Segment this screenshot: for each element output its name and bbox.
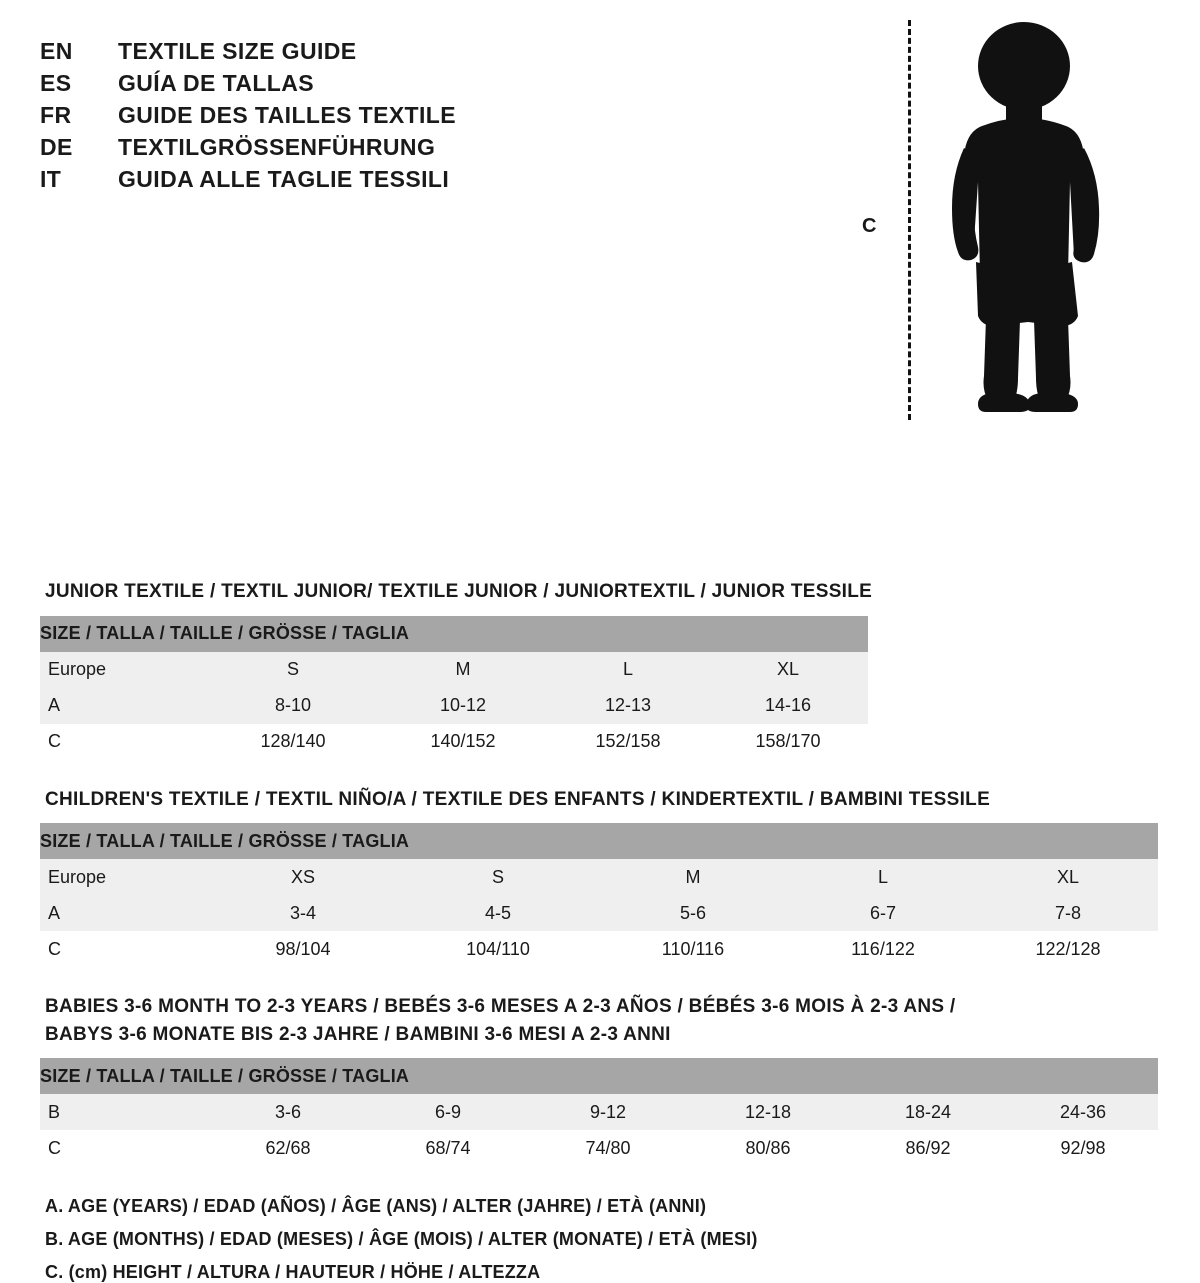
table-band-label: SIZE / TALLA / TAILLE / GRÖSSE / TAGLIA xyxy=(40,1058,1158,1094)
table-row xyxy=(40,1130,1158,1166)
cell: 8-10 xyxy=(274,695,312,716)
table-row xyxy=(40,931,1158,967)
table-row xyxy=(40,1094,1158,1130)
cell: L xyxy=(877,866,888,887)
section-title: BABIES 3-6 MONTH TO 2-3 YEARS / BEBÉS 3-6 MESES A 2-3 AÑOS / BÉBÉS 3-6 MOIS À 2-3 ANS / BABYS 3-6 MONATE BIS 2-3 JAHRE / BAMBINI 3-6 MESI A 2-3 ANNI xyxy=(45,996,956,1045)
cell: 98/104 xyxy=(275,938,331,959)
section-junior-textile xyxy=(40,578,1160,760)
cell: 74/80 xyxy=(585,1137,631,1158)
cell: S xyxy=(286,659,299,680)
table-band-label: SIZE / TALLA / TAILLE / GRÖSSE / TAGLIA xyxy=(40,823,1158,859)
cell: 128/140 xyxy=(260,731,326,752)
cell: M xyxy=(685,866,701,887)
cell: 122/128 xyxy=(1035,938,1101,959)
table-row xyxy=(40,652,868,688)
cell: 4-5 xyxy=(484,902,511,923)
cell: 3-6 xyxy=(274,1101,301,1122)
cell: 3-4 xyxy=(289,902,316,923)
table-row xyxy=(40,724,868,760)
language-title: GUIDE DES TAILLES TEXTILE xyxy=(118,102,456,128)
cell: 116/122 xyxy=(851,938,915,959)
cell: XL xyxy=(776,659,800,680)
section-babies-textile xyxy=(40,993,1160,1166)
cell: 80/86 xyxy=(745,1137,791,1158)
cell: 140/152 xyxy=(430,731,496,752)
measure-label-c: C xyxy=(862,215,877,237)
legend-item-c: C. (cm) HEIGHT / ALTURA / HAUTEUR / HÖHE / ALTEZZA xyxy=(45,1262,541,1283)
cell: 62/68 xyxy=(265,1137,311,1158)
language-title: GUIDA ALLE TAGLIE TESSILI xyxy=(118,166,450,192)
cell: 12-13 xyxy=(604,695,652,716)
table-band-row xyxy=(40,1058,1158,1094)
babies-size-table xyxy=(40,1058,1158,1166)
table-row xyxy=(40,895,1158,931)
table-row xyxy=(40,688,868,724)
cell: 14-16 xyxy=(764,695,812,716)
legend-item-b: B. AGE (MONTHS) / EDAD (MESES) / ÂGE (MOIS) / ALTER (MONATE) / ETÀ (MESI) xyxy=(45,1229,758,1250)
cell: 12-18 xyxy=(744,1101,792,1122)
row-label: A xyxy=(48,902,61,923)
cell: 110/116 xyxy=(661,938,725,959)
legend-item-a: A. AGE (YEARS) / EDAD (AÑOS) / ÂGE (ANS) / ALTER (JAHRE) / ETÀ (ANNI) xyxy=(45,1196,707,1217)
language-title: TEXTILGRÖSSENFÜHRUNG xyxy=(118,134,436,160)
measure-dashed-line xyxy=(908,20,911,420)
cell: 158/170 xyxy=(755,731,821,752)
language-title: GUÍA DE TALLAS xyxy=(118,70,314,96)
legend-list xyxy=(45,1196,1160,1283)
cell: 18-24 xyxy=(904,1101,952,1122)
cell: 152/158 xyxy=(595,731,661,752)
cell: 92/98 xyxy=(1060,1137,1106,1158)
row-label: C xyxy=(48,731,61,752)
language-title: TEXTILE SIZE GUIDE xyxy=(118,38,357,64)
row-label: C xyxy=(48,938,61,959)
cell: XS xyxy=(290,866,315,887)
cell: 10-12 xyxy=(439,695,487,716)
cell: 6-7 xyxy=(869,902,896,923)
cell: 7-8 xyxy=(1054,902,1081,923)
children-size-table xyxy=(40,823,1158,967)
language-code: FR xyxy=(40,102,72,128)
language-code: ES xyxy=(40,70,72,96)
cell: 68/74 xyxy=(425,1137,471,1158)
table-band-row xyxy=(40,823,1158,859)
table-band-label: SIZE / TALLA / TAILLE / GRÖSSE / TAGLIA xyxy=(40,616,868,652)
language-code: IT xyxy=(40,166,62,192)
height-measurement-figure xyxy=(862,10,1140,430)
row-label: C xyxy=(48,1137,61,1158)
row-label: A xyxy=(48,695,61,716)
row-label: Europe xyxy=(48,659,107,680)
section-title: CHILDREN'S TEXTILE / TEXTIL NIÑO/A / TEXTILE DES ENFANTS / KINDERTEXTIL / BAMBINI TESSILE xyxy=(45,788,991,810)
language-code: EN xyxy=(40,38,73,64)
table-row xyxy=(40,859,1158,895)
cell: S xyxy=(491,866,504,887)
table-band-row xyxy=(40,616,868,652)
cell: 9-12 xyxy=(589,1101,627,1122)
cell: XL xyxy=(1056,866,1080,887)
cell: 6-9 xyxy=(434,1101,461,1122)
row-label: B xyxy=(48,1101,61,1122)
cell: 86/92 xyxy=(905,1137,951,1158)
language-code: DE xyxy=(40,134,73,160)
section-title: JUNIOR TEXTILE / TEXTIL JUNIOR/ TEXTILE JUNIOR / JUNIORTEXTIL / JUNIOR TESSILE xyxy=(45,581,873,602)
junior-size-table xyxy=(40,616,868,760)
section-childrens-textile xyxy=(40,786,1160,968)
cell: L xyxy=(622,659,633,680)
cell: 24-36 xyxy=(1059,1101,1107,1122)
row-label: Europe xyxy=(48,866,107,887)
cell: 5-6 xyxy=(679,902,706,923)
child-silhouette-icon xyxy=(928,18,1128,428)
cell: 104/110 xyxy=(466,938,530,959)
cell: M xyxy=(455,659,471,680)
